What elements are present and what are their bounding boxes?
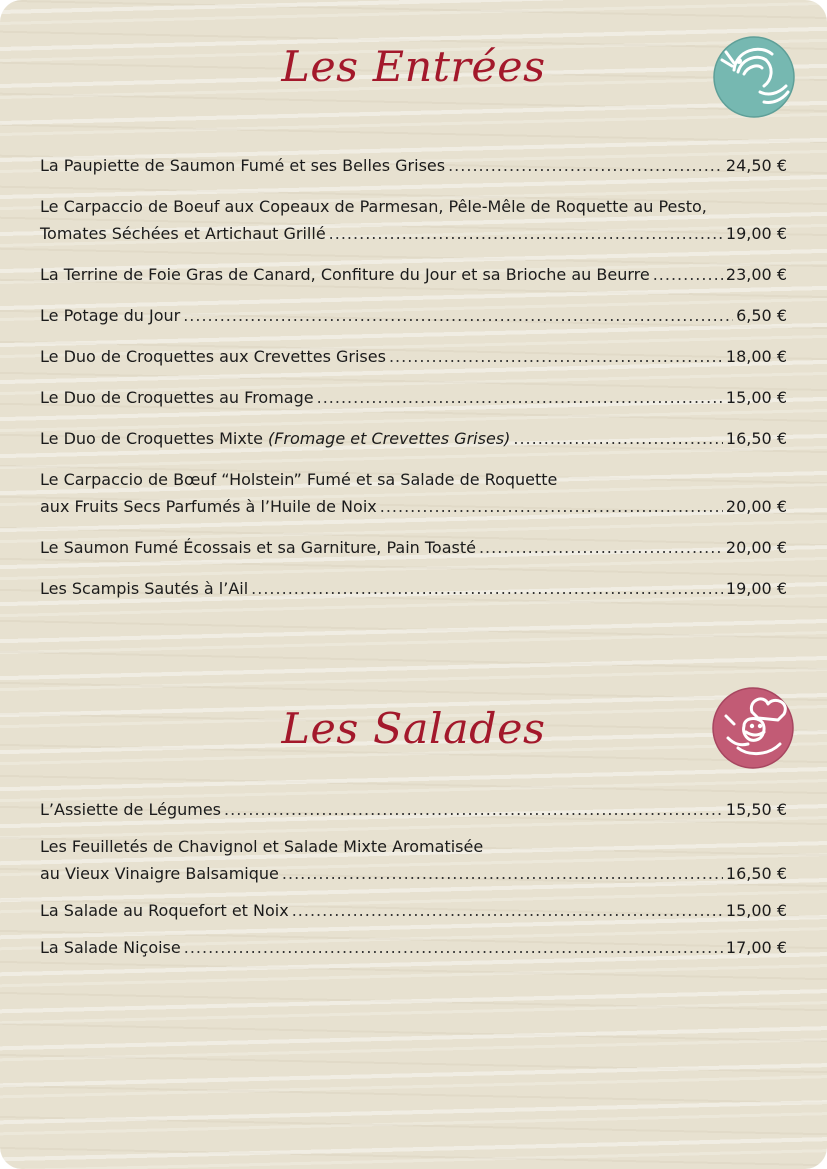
- menu-item-row: [40, 493, 787, 520]
- menu-item-price: 20,00 €: [725, 538, 787, 557]
- menu-item: [40, 575, 787, 602]
- menu-item-name: La Paupiette de Saumon Fumé et ses Belles Grises: [40, 156, 446, 175]
- menu-item: [40, 261, 787, 288]
- menu-item: [40, 302, 787, 329]
- menu-item: [40, 152, 787, 179]
- menu-item-row: [40, 534, 787, 561]
- dot-leader: [329, 220, 723, 247]
- menu-item-name: Le Duo de Croquettes aux Crevettes Grises: [40, 347, 386, 366]
- menu-item-name-line: Les Feuilletés de Chavignol et Salade Mixte Aromatisée: [40, 837, 484, 856]
- section-title-salades: Les Salades: [281, 704, 546, 753]
- menu-item: [40, 193, 787, 247]
- dot-leader: [224, 796, 723, 823]
- menu-item-name: La Salade Niçoise: [40, 938, 181, 957]
- dot-leader: [513, 425, 723, 452]
- menu-item-name: La Salade au Roquefort et Noix: [40, 901, 289, 920]
- menu-item-price: 17,00 €: [725, 938, 787, 957]
- section-title-entrees: Les Entrées: [281, 42, 546, 91]
- dot-leader: [479, 534, 723, 561]
- menu-item-row: [40, 425, 787, 452]
- menu-item-price: 16,50 €: [725, 864, 787, 883]
- menu-item-price: 15,00 €: [725, 901, 787, 920]
- menu-item-price: 6,50 €: [736, 306, 787, 325]
- menu-item-name: La Terrine de Foie Gras de Canard, Confiture du Jour et sa Brioche au Beurre: [40, 265, 650, 284]
- dot-leader: [317, 384, 723, 411]
- menu-item-name: Les Scampis Sautés à l’Ail: [40, 579, 249, 598]
- menu-item-row: [40, 860, 787, 887]
- dot-leader: [183, 302, 733, 329]
- entrees-list: [40, 152, 787, 616]
- menu-item-row: [40, 261, 787, 288]
- menu-item: [40, 934, 787, 961]
- menu-item-row: [40, 934, 787, 961]
- menu-item-row: [40, 152, 787, 179]
- menu-item-row: [40, 384, 787, 411]
- menu-item: [40, 897, 787, 924]
- menu-item-row: [40, 796, 787, 823]
- menu-item-price: 16,50 €: [725, 429, 787, 448]
- dot-leader: [380, 493, 723, 520]
- menu-item-name: aux Fruits Secs Parfumés à l’Huile de Noix: [40, 497, 377, 516]
- dot-leader: [448, 152, 723, 179]
- menu-item-price: 15,00 €: [725, 388, 787, 407]
- dot-leader: [292, 897, 723, 924]
- dot-leader: [251, 575, 723, 602]
- menu-item-name: Le Saumon Fumé Écossais et sa Garniture, Pain Toasté: [40, 538, 476, 557]
- menu-item-row: [40, 220, 787, 247]
- menu-item-price: 24,50 €: [725, 156, 787, 175]
- salades-list: [40, 796, 787, 971]
- shrimp-icon: [708, 30, 798, 120]
- menu-item-name: au Vieux Vinaigre Balsamique: [40, 864, 279, 883]
- menu-item: [40, 384, 787, 411]
- chef-icon: [708, 682, 798, 772]
- menu-item-name: L’Assiette de Légumes: [40, 800, 222, 819]
- menu-item-name: Le Potage du Jour: [40, 306, 181, 325]
- menu-item-price: 19,00 €: [725, 579, 787, 598]
- menu-item-name: Le Duo de Croquettes Mixte: [40, 429, 263, 448]
- dot-leader: [184, 934, 723, 961]
- menu-item-row: [40, 897, 787, 924]
- menu-item-price: 15,50 €: [725, 800, 787, 819]
- menu-item-price: 19,00 €: [725, 224, 787, 243]
- menu-item-name-line: Le Carpaccio de Boeuf aux Copeaux de Parmesan, Pêle-Mêle de Roquette au Pesto,: [40, 197, 707, 216]
- dot-leader: [389, 343, 723, 370]
- menu-item-name: Tomates Séchées et Artichaut Grillé: [40, 224, 326, 243]
- menu-item-price: 23,00 €: [725, 265, 787, 284]
- menu-item: [40, 466, 787, 520]
- menu-item-price: 18,00 €: [725, 347, 787, 366]
- menu-item-name: Le Duo de Croquettes au Fromage: [40, 388, 314, 407]
- menu-item-price: 20,00 €: [725, 497, 787, 516]
- menu-item: [40, 796, 787, 823]
- menu-item: [40, 425, 787, 452]
- menu-item-row: [40, 302, 787, 329]
- dot-leader: [282, 860, 723, 887]
- menu-item: [40, 534, 787, 561]
- menu-item-row: [40, 343, 787, 370]
- dot-leader: [653, 261, 723, 288]
- menu-item: [40, 833, 787, 887]
- menu-item-note: (Fromage et Crevettes Grises): [267, 429, 511, 448]
- menu-item-name-line: Le Carpaccio de Bœuf “Holstein” Fumé et sa Salade de Roquette: [40, 470, 558, 489]
- menu-item: [40, 343, 787, 370]
- menu-item-row: [40, 575, 787, 602]
